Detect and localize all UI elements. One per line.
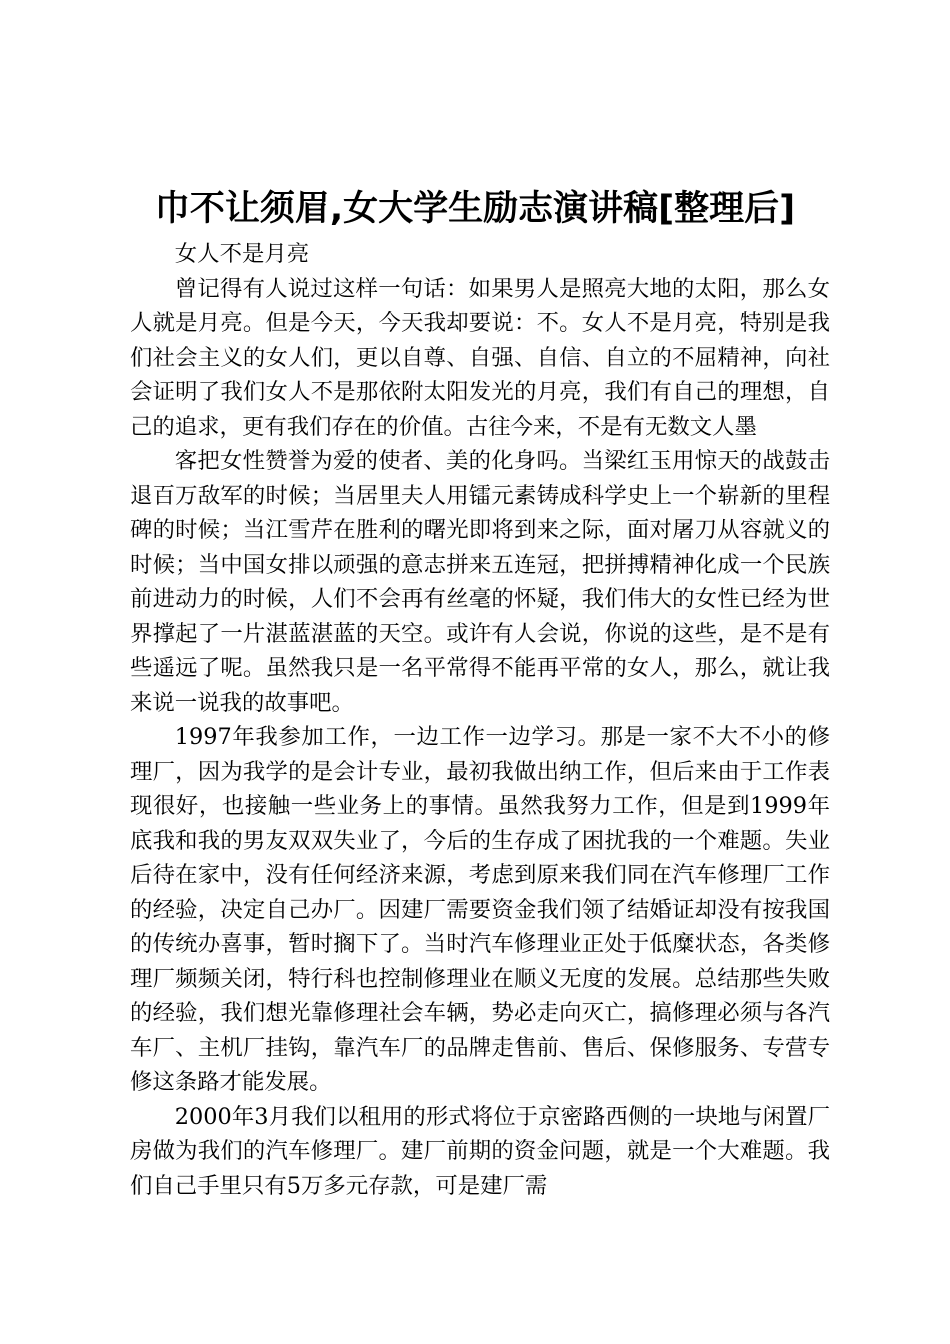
paragraph: 客把女性赞誉为爱的使者、美的化身吗。当梁红玉用惊天的战鼓击退百万敌军的时候；当居里夫人用镭元素铸成科学史上一个崭新的里程碑的时候；当江雪芹在胜利的曙光即将到来之际，面对屠刀从容就义的时候；当中国女排以顽强的意志拼来五连冠，把拼搏精神化成一个民族前进动力的时候，人们不会再有丝毫的怀疑，我们伟大的女性已经为世界撑起了一片湛蓝湛蓝的天空。或许有人会说，你说的这些，是不是有些遥远了呢。虽然我只是一名平常得不能再平常的女人，那么，就让我来说一说我的故事吧。 xyxy=(130,448,830,716)
document-title: 巾不让须眉,女大学生励志演讲稿[整理后] xyxy=(154,189,796,229)
document-body xyxy=(130,237,830,1203)
paragraph: 曾记得有人说过这样一句话：如果男人是照亮大地的太阳，那么女人就是月亮。但是今天，今天我却要说：不。女人不是月亮，特别是我们社会主义的女人们，更以自尊、自强、自信、自立的不屈精神，向社会证明了我们女人不是那依附太阳发光的月亮，我们有自己的理想，自己的追求，更有我们存在的价值。古往今来，不是有无数文人墨 xyxy=(130,275,830,440)
paragraph: 1997年我参加工作，一边工作一边学习。那是一家不大不小的修理厂，因为我学的是会计专业，最初我做出纳工作，但后来由于工作表现很好，也接触一些业务上的事情。虽然我努力工作，但是到1999年底我和我的男友双双失业了，今后的生存成了困扰我的一个难题。失业后待在家中，没有任何经济来源，考虑到原来我们同在汽车修理厂工作的经验，决定自己办厂。因建厂需要资金我们领了结婚证却没有按我国的传统办喜事，暂时搁下了。当时汽车修理业正处于低糜状态，各类修理厂频频关闭，特行科也控制修理业在顺义无度的发展。总结那些失败的经验，我们想光靠修理社会车辆，势必走向灭亡，搞修理必须与各汽车厂、主机厂挂钩，靠汽车厂的品牌走售前、售后、保修服务、专营专修这条路才能发展。 xyxy=(130,724,830,1095)
paragraph: 2000年3月我们以租用的形式将位于京密路西侧的一块地与闲置厂房做为我们的汽车修理厂。建厂前期的资金问题，就是一个大难题。我们自己手里只有5万多元存款，可是建厂需 xyxy=(130,1103,830,1199)
paragraph: 女人不是月亮 xyxy=(174,241,310,267)
